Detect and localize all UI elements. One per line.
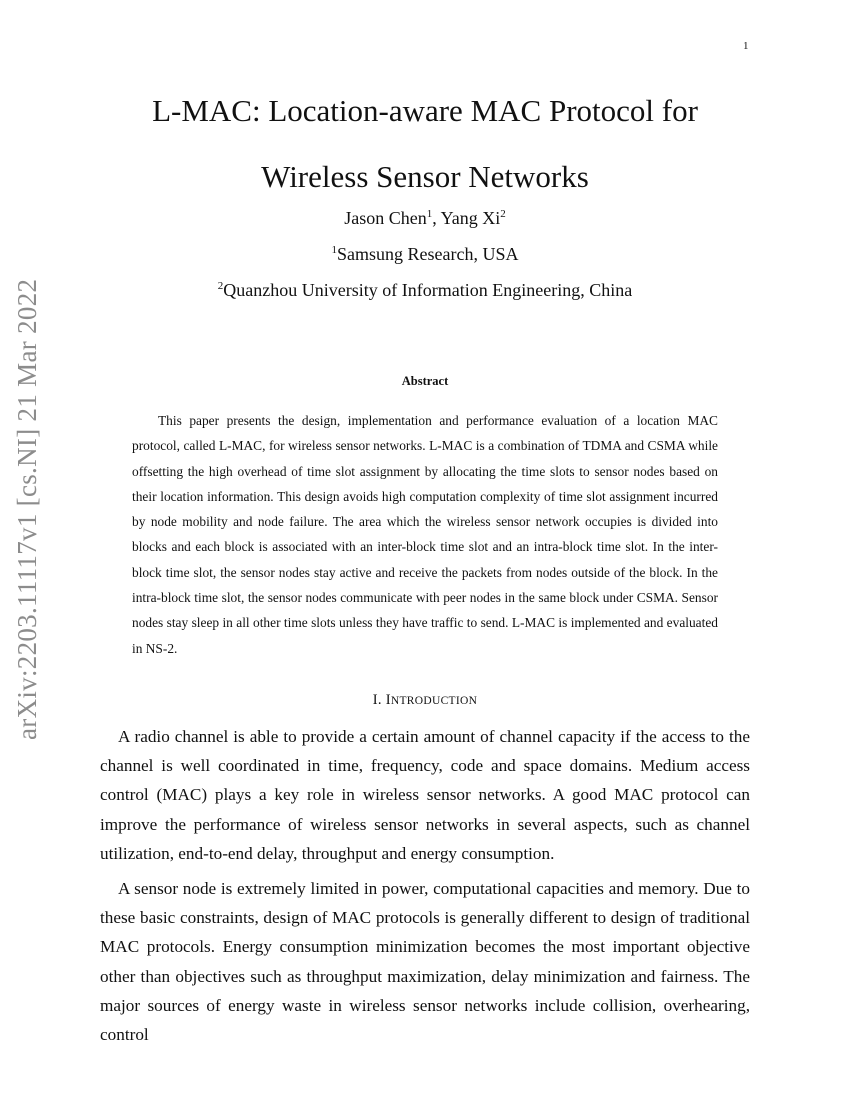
affiliation <box>100 272 750 308</box>
paper-title <box>100 78 750 210</box>
page-number: 1 <box>743 40 749 52</box>
abstract-heading: Abstract <box>401 374 449 388</box>
author-name: Jason Chen <box>344 208 427 228</box>
affiliation-mark: 2 <box>217 280 224 292</box>
section-body <box>100 722 750 1055</box>
author-affiliation-mark: 2 <box>500 208 506 220</box>
affiliation-text: Quanzhou University of Information Engineering, China <box>223 280 633 300</box>
section-number: I. <box>372 692 386 708</box>
affiliation-text: Samsung Research, USA <box>337 244 519 264</box>
paragraph: A sensor node is extremely limited in power, computational capacities and memory. Due to these basic constraints, design of MAC protocols is generally different to design of traditional MAC protocols. Energy consumption minimization becomes the most important objective other than objectives such as throughput maximization, delay minimization and fairness. The major sources of energy waste in wireless sensor networks include collision, overhearing, control <box>100 879 750 1045</box>
section-title-rest: NTRODUCTION <box>390 695 478 707</box>
affiliation-mark: 1 <box>331 244 337 256</box>
author-affiliation-mark: 1 <box>426 208 433 220</box>
author-block <box>100 200 750 308</box>
paper-title-line-1: L-MAC: Location-aware MAC Protocol for <box>152 93 698 128</box>
author-separator: , <box>432 208 441 228</box>
paper-title-line-2: Wireless Sensor Networks <box>261 159 589 194</box>
paragraph: A radio channel is able to provide a certain amount of channel capacity if the access to the channel is well coordinated in time, frequency, code and space domains. Medium access control (MAC) plays a key role in wireless sensor networks. A good MAC protocol can improve the performance of wireless sensor networks in several aspects, such as channel utilization, end-to-end delay, throughput and energy consumption. <box>100 727 750 863</box>
section-heading <box>100 692 750 709</box>
author-list <box>100 200 750 236</box>
section-title-initial: I <box>385 692 391 708</box>
abstract-body: This paper presents the design, implementation and performance evaluation of a location MAC protocol, called L-MAC, for wireless sensor networks. L-MAC is a combination of TDMA and CSMA while offsetting the high overhead of time slot assignment by allocating the time slots to sensor nodes based on their location information. This design avoids high computation complexity of time slot assignment incurred by node mobility and node failure. The area which the wireless sensor network occupies is divided into blocks and each block is associated with an inter-block time slot and an intra-block time slot. In the inter-block time slot, the sensor nodes stay active and receive the packets from nodes outside of the block. In the intra-block time slot, the sensor nodes communicate with peer nodes in the same block under CSMA. Sensor nodes stay sleep in all other time slots unless they have traffic to send. L-MAC is implemented and evaluated in NS-2. <box>132 413 718 656</box>
author-name: Yang Xi <box>440 208 501 228</box>
affiliation <box>100 236 750 272</box>
arxiv-identifier[interactable]: arXiv:2203.11117v1 [cs.NI] 21 Mar 2022 <box>12 278 42 740</box>
